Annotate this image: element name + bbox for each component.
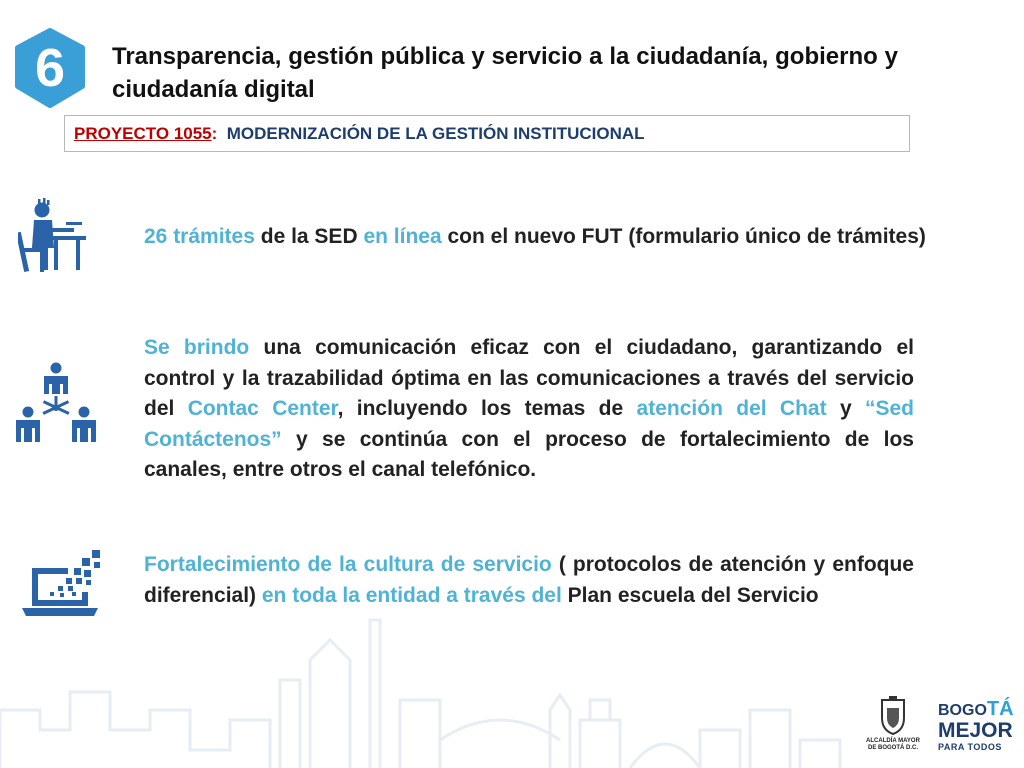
segment: y se continúa con el proceso de fortalecimiento de los canales, entre otros el canal telefónico. [144, 427, 914, 481]
brand-accent: TÁ [986, 698, 1014, 720]
seal-text [860, 738, 926, 752]
brand-line2: MEJOR [938, 719, 1013, 742]
segment: en toda la entidad a través del [261, 583, 562, 607]
segment: Plan escuela del Servicio [561, 583, 819, 607]
paragraph-communication [144, 333, 914, 486]
seal-text-line1: ALCALDÍA MAYOR [866, 738, 920, 744]
section-number-badge [10, 28, 90, 108]
segment: en línea [363, 225, 442, 248]
segment: Fortalecimiento de la cultura de servicio [144, 553, 552, 576]
segment: una comunicación eficaz con el ciudadano, garantizando el control y la trazabilidad óptima en las comunicaciones a través del servicio del [144, 336, 914, 420]
segment: 26 trámites [144, 225, 255, 248]
project-colon: : [211, 124, 218, 143]
bogota-seal-icon [860, 696, 926, 736]
paragraph-online-procedures [144, 222, 932, 253]
segment: de la SED [254, 225, 364, 248]
project-label: PROYECTO 1055 [74, 124, 212, 143]
seal-text-line2: DE BOGOTÁ D.C. [867, 745, 918, 751]
project-box [64, 115, 910, 152]
segment: “Sed Contáctenos” [144, 397, 914, 451]
brand-prefix: BOGO [938, 702, 987, 719]
segment: Contac Center [187, 397, 338, 420]
section-number: 6 [34, 38, 66, 98]
segment: ( protocolos de atención y enfoque diferencial) [144, 553, 914, 607]
bogota-mejor-logo [938, 700, 1018, 752]
segment: con el nuevo FUT (formulario único de trámites) [441, 225, 926, 248]
footer-logos [860, 696, 1020, 764]
segment: atención del Chat [636, 397, 827, 420]
segment: Se brindo [144, 336, 250, 359]
segment: , incluyendo los temas de [337, 397, 637, 420]
person-at-desk-icon [18, 198, 88, 272]
people-network-icon [14, 362, 98, 446]
slide-title: Transparencia, gestión pública y servicio a la ciudadanía, gobierno y ciudadanía digital [112, 43, 898, 103]
brand-line3: PARA TODOS [938, 742, 1002, 752]
segment: y [826, 397, 865, 420]
project-name: MODERNIZACIÓN DE LA GESTIÓN INSTITUCIONAL [226, 124, 645, 143]
